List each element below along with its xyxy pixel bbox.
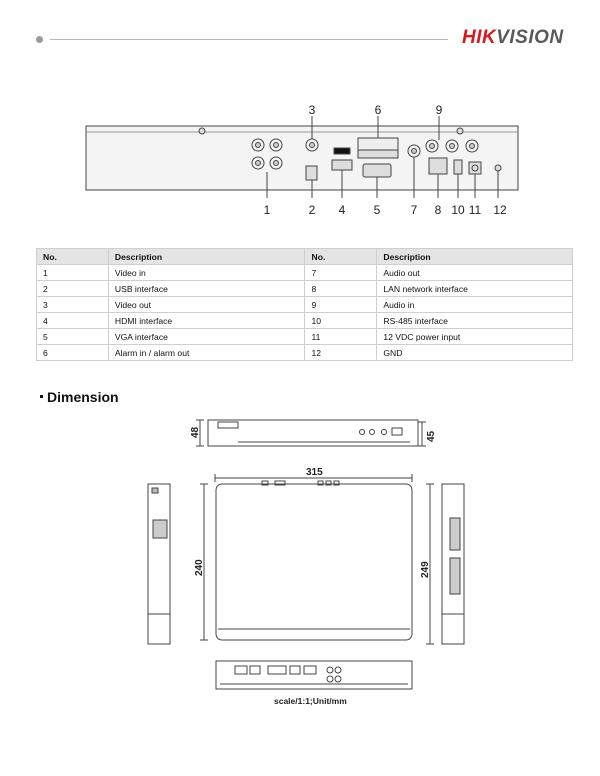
callout-11: 11 [468,203,482,217]
table-row [37,297,573,313]
bullet-icon [40,395,43,398]
cell-description: Alarm in / alarm out [108,345,305,361]
cell-description: LAN network interface [377,281,573,297]
dim-depth-left: 240 [194,559,205,576]
cell-no: 9 [305,297,377,313]
scale-note: scale/1:1;Unit/mm [274,696,347,706]
cell-no: 11 [305,329,377,345]
callout-2: 2 [308,203,316,217]
cell-no: 4 [37,313,109,329]
header-description-a: Description [108,249,305,265]
table-row [37,265,573,281]
table-header-row [37,249,573,265]
header-description-b: Description [377,249,573,265]
callout-5: 5 [373,203,381,217]
callout-6: 6 [374,104,382,117]
table-row [37,313,573,329]
cell-no: 5 [37,329,109,345]
hikvision-logo: HIKVISION [462,27,564,48]
cell-description: Video in [108,265,305,281]
callout-8: 8 [434,203,442,217]
header-no-a: No. [37,249,109,265]
header-bullet [36,36,43,43]
callout-12: 12 [493,203,507,217]
cell-description: GND [377,345,573,361]
cell-description: Audio out [377,265,573,281]
cell-description: 12 VDC power input [377,329,573,345]
dimension-diagram [140,408,470,713]
table-row [37,345,573,361]
header-no-b: No. [305,249,377,265]
cell-description: Audio in [377,297,573,313]
cell-no: 7 [305,265,377,281]
rear-panel-diagram [82,104,522,220]
callout-10: 10 [451,203,465,217]
interface-table [36,248,573,361]
cell-no: 8 [305,281,377,297]
callout-4: 4 [338,203,346,217]
cell-description: USB interface [108,281,305,297]
dim-width: 315 [306,467,323,478]
cell-no: 3 [37,297,109,313]
cell-description: Video out [108,297,305,313]
cell-description: HDMI interface [108,313,305,329]
cell-no: 6 [37,345,109,361]
table-row [37,281,573,297]
callout-3: 3 [308,104,316,117]
cell-no: 1 [37,265,109,281]
callout-9: 9 [435,104,443,117]
cell-description: RS-485 interface [377,313,573,329]
dim-height-right: 45 [426,430,437,442]
dimension-heading: Dimension [40,389,119,405]
dim-height-left: 48 [190,426,201,438]
dim-depth-right: 249 [420,561,431,578]
callout-1: 1 [263,203,271,217]
header-rule [50,39,448,40]
table-row [37,329,573,345]
cell-no: 2 [37,281,109,297]
cell-no: 12 [305,345,377,361]
cell-no: 10 [305,313,377,329]
callout-7: 7 [410,203,418,217]
cell-description: VGA interface [108,329,305,345]
